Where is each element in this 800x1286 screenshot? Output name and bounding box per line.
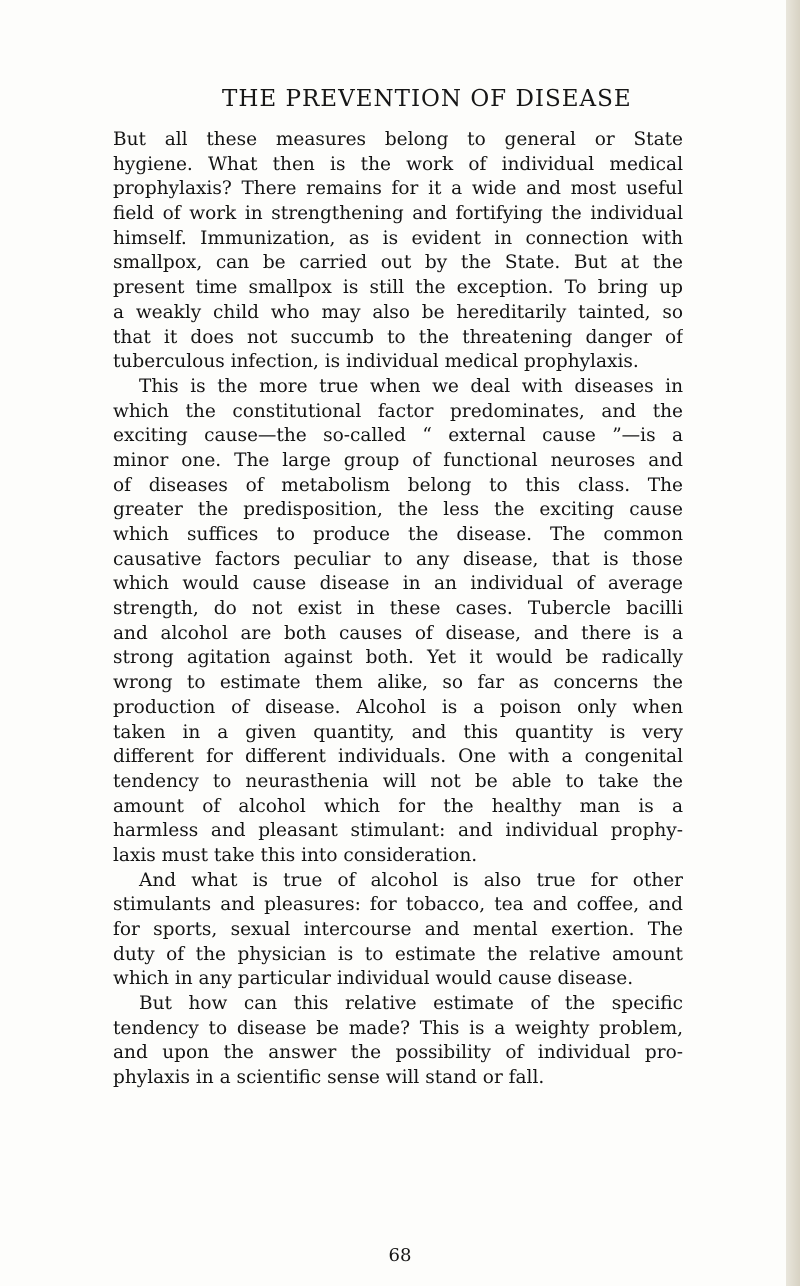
text-line: which in any particular individual would cause disease. xyxy=(113,968,634,990)
text-line: present time smallpox is still the exception. To bring up xyxy=(113,277,683,299)
text-line: But how can this relative estimate of the specific xyxy=(139,993,683,1015)
text-line: taken in a given quantity, and this quantity is very xyxy=(113,721,683,743)
text-line: hygiene. What then is the work of individual medical xyxy=(113,153,683,175)
text-line: that it does not succumb to the threatening danger of xyxy=(113,326,683,348)
body-text xyxy=(113,128,683,1091)
text-line: tendency to disease be made? This is a weighty problem, xyxy=(113,1017,683,1039)
text-line: a weakly child who may also be hereditarily tainted, so xyxy=(113,301,683,323)
text-line: phylaxis in a scientific sense will stand or fall. xyxy=(113,1067,545,1089)
text-line: and alcohol are both causes of disease, and there is a xyxy=(113,622,683,644)
text-line: minor one. The large group of functional neuroses and xyxy=(113,449,683,471)
text-line: duty of the physician is to estimate the relative amount xyxy=(113,943,683,965)
text-line: laxis must take this into consideration. xyxy=(113,844,478,866)
text-line: harmless and pleasant stimulant: and individual prophy- xyxy=(113,820,683,842)
page-edge xyxy=(786,0,800,1286)
text-line: tendency to neurasthenia will not be able to take the xyxy=(113,770,683,792)
text-line: This is the more true when we deal with diseases in xyxy=(139,375,683,397)
text-line: and upon the answer the possibility of individual pro- xyxy=(113,1042,683,1064)
text-line: amount of alcohol which for the healthy man is a xyxy=(113,795,683,817)
text-line: which the constitutional factor predominates, and the xyxy=(113,400,683,422)
text-line: for sports, sexual intercourse and mental exertion. The xyxy=(113,919,683,940)
text-line: of diseases of metabolism belong to this class. The xyxy=(113,474,683,496)
text-line: stimulants and pleasures: for tobacco, tea and coffee, and xyxy=(113,894,683,916)
text-line: But all these measures belong to general or State xyxy=(113,129,683,150)
page-number: 68 xyxy=(388,1245,412,1266)
text-line: greater the predisposition, the less the exciting cause xyxy=(113,499,683,521)
text-line: which suffices to produce the disease. The common xyxy=(113,524,683,545)
text-line: which would cause disease in an individual of average xyxy=(113,573,683,595)
running-title: THE PREVENTION OF DISEASE xyxy=(222,86,632,112)
text-line: different for different individuals. One with a congenital xyxy=(113,746,683,768)
text-line: strong agitation against both. Yet it would be radically xyxy=(113,647,683,669)
text-line: field of work in strengthening and fortifying the individual xyxy=(113,203,683,225)
text-line: prophylaxis? There remains for it a wide and most useful xyxy=(113,178,683,200)
text-line: And what is true of alcohol is also true for other xyxy=(139,869,683,891)
text-line: himself. Immunization, as is evident in connection with xyxy=(113,227,683,249)
text-line: strength, do not exist in these cases. Tubercle bacilli xyxy=(113,598,683,620)
text-line: wrong to estimate them alike, so far as concerns the xyxy=(113,672,683,694)
text-line: smallpox, can be carried out by the State. But at the xyxy=(113,252,683,274)
text-line: tuberculous infection, is individual medical prophylaxis. xyxy=(113,351,639,373)
text-line: causative factors peculiar to any disease, that is those xyxy=(113,548,683,570)
text-line: production of disease. Alcohol is a poison only when xyxy=(113,696,683,718)
text-line: exciting cause—the so-called “ external cause ”—is a xyxy=(113,425,683,447)
